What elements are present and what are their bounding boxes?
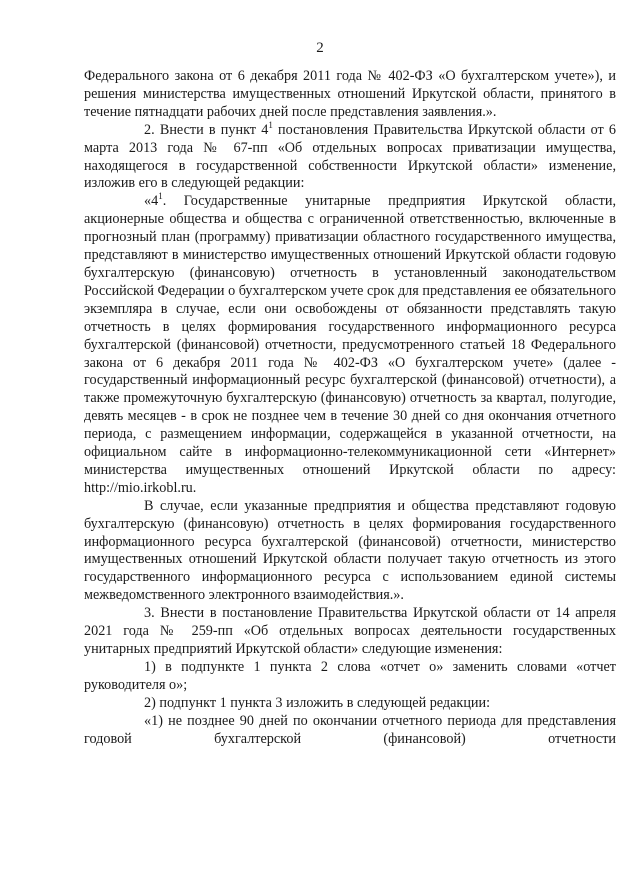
paragraph-3 [84,193,616,497]
paragraph-2-rest: постановления Правительства Иркутской области от 6 марта 2013 года № 67-пп «Об отдельных вопросах приватизации имущества, находящегося в государственной собственности Иркутской области» изменение, изложив его в следующей редакции: [84,121,616,192]
paragraph-5: 3. Внести в постановление Правительства Иркутской области от 14 апреля 2021 года № 259-пп «Об отдельных вопросах деятельности государственных унитарных предприятий Иркутской области» следующие изменения: [84,605,616,657]
paragraph-7: 2) подпункт 1 пункта 3 изложить в следующей редакции: [144,694,491,711]
paragraph-2-superscript: 1 [268,119,273,130]
document-body [84,68,616,748]
paragraph-2 [84,119,616,194]
paragraph-3-start: «4 [144,193,159,210]
paragraph-4: В случае, если указанные предприятия и общества представляют годовую бухгалтерскую (финансовую) отчетность в целях формирования государственного информационного ресурса бухгалтерской (финансовой) отчетности, министерство имущественных отношений Иркутской области получает такую отчетность из этого государственного информационного ресурса с использованием единой системы межведомственного электронного взаимодействия.». [84,497,616,604]
paragraph-6: 1) в подпункте 1 пункта 2 слова «отчет о» заменить словами «отчет руководителя о»; [84,658,616,693]
paragraph-2-start: 2. Внести в пункт 4 [144,121,269,138]
paragraph-3-superscript: 1 [158,191,163,202]
paragraph-3-rest: . Государственные унитарные предприятия Иркутской области, акционерные общества и общества с ограниченной ответственностью, включенные в прогнозный план (программу) приватизации областного государственного имущества, представляют в министерство имущественных отношений Иркутской области годовую бухгалтерскую (финансовую) отчетность в установленный законодательством Российской Федерации о бухгалтерском учете срок для представления ее обязательного экземпляра в случае, если они освобождены от обязанности представлять такую отчетность в целях формирования государственного информационного ресурса бухгалтерской (финансовой) отчетности, предусмотренного статьей 18 Федерального закона от 6 декабря 2011 года № 402-ФЗ «О бухгалтерском учете» (далее - государственный информационный ресурс бухгалтерской (финансовой) отчетности), а также промежуточную бухгалтерскую (финансовую) отчетность за квартал, полугодие, девять месяцев - в срок не позднее чем в течение 30 дней со дня окончания отчетного периода, с размещением информации, содержащейся в указанной отчетности, на официальном сайте в информационно-телекоммуникационной сети «Интернет» министерства имущественных отношений Иркутской области по адресу: http://mio.irkobl.ru. [84,193,616,496]
paragraph-1: Федерального закона от 6 декабря 2011 года № 402-ФЗ «О бухгалтерском учете»), и решения министерства имущественных отношений Иркутской области, принятого в течение пятнадцати рабочих дней после представления заявления.». [84,68,616,120]
paragraph-8: «1) не позднее 90 дней по окончании отчетного периода для представления годовой бухгалтерской (финансовой) отчетности [84,712,616,747]
page-number: 2 [316,40,324,56]
